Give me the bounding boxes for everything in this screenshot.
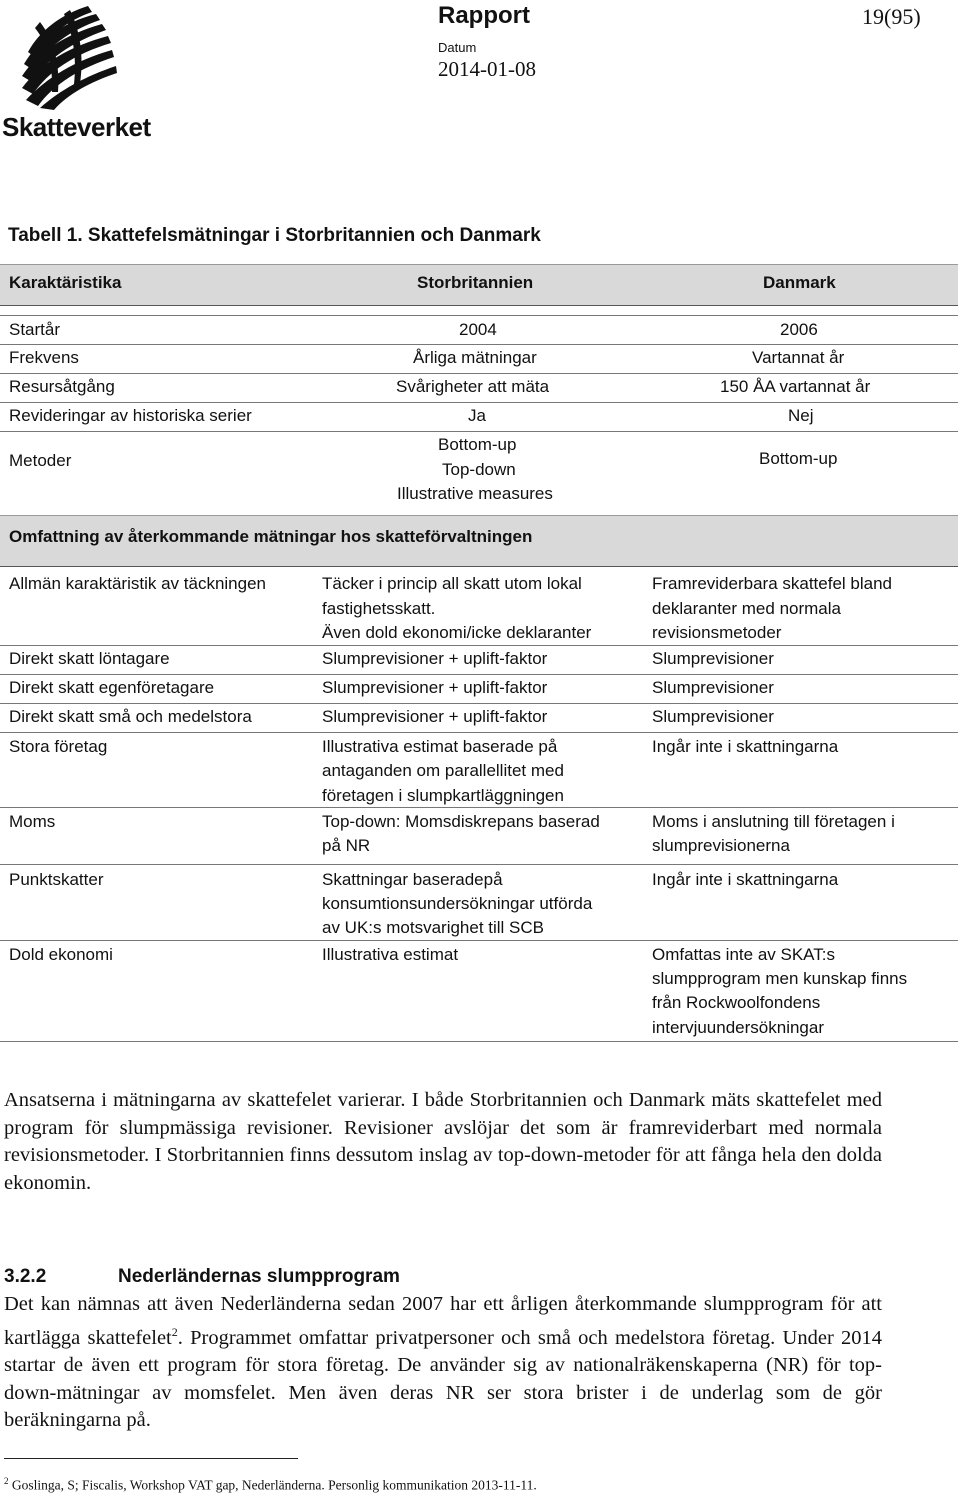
row-divider — [0, 373, 958, 374]
cell-uk-revideringar: Ja — [468, 406, 486, 425]
cell-uk-frekvens: Årliga mätningar — [413, 348, 537, 367]
cell-uk-metoder-line3: Illustrative measures — [397, 484, 553, 503]
cell-uk-dold-ekonomi: Illustrativa estimat — [322, 945, 459, 964]
cell-dk-metoder: Bottom-up — [759, 449, 838, 468]
cell-dk-dold-ekonomi-line3: från Rockwoolfondens — [652, 993, 821, 1012]
cell-dk-dold-ekonomi-line1: Omfattas inte av SKAT:s — [652, 945, 835, 964]
row-divider — [0, 703, 958, 704]
document-type: Rapport — [438, 2, 530, 29]
cell-uk-stora-foretag-line2: antaganden om parallellitet med — [322, 761, 564, 780]
table-bottom-border — [0, 1041, 958, 1042]
cell-dk-stora-foretag: Ingår inte i skattningarna — [652, 737, 839, 756]
cell-dk-dold-ekonomi-line4: intervjuundersökningar — [652, 1018, 824, 1037]
row-label-egenforetagare: Direkt skatt egenföretagare — [9, 678, 215, 697]
cell-dk-egenforetagare: Slumprevisioner — [652, 678, 774, 697]
cell-uk-allman-line2: fastighetsskatt. — [322, 599, 436, 618]
footnote-marker: 2 — [4, 1476, 9, 1486]
cell-dk-lontagare: Slumprevisioner — [652, 649, 774, 668]
cell-dk-resursatgang: 150 ÅA vartannat år — [720, 377, 871, 396]
cell-dk-revideringar: Nej — [788, 406, 814, 425]
table-caption: Tabell 1. Skattefelsmätningar i Storbritannien och Danmark — [8, 225, 541, 246]
cell-uk-metoder-line2: Top-down — [442, 460, 516, 479]
cell-dk-moms-line1: Moms i anslutning till företagen i — [652, 812, 895, 831]
row-divider — [0, 402, 958, 403]
section-number: 3.2.2 — [4, 1266, 47, 1287]
logo-wordmark: Skatteverket — [2, 112, 151, 142]
paragraph-text: Det kan nämnas att även Nederländerna sedan 2007 har ett årligen återkommande slumpprogram för att kartlägga skattefelet — [4, 1293, 882, 1349]
cell-uk-sma-medelstora: Slumprevisioner + uplift-faktor — [322, 707, 548, 726]
cell-dk-allman-line1: Framreviderbara skattefel bland — [652, 574, 893, 593]
cell-uk-resursatgang: Svårigheter att mäta — [396, 377, 550, 396]
row-label-lontagare: Direkt skatt löntagare — [9, 649, 170, 668]
cell-dk-frekvens: Vartannat år — [752, 348, 845, 367]
cell-dk-punktskatter: Ingår inte i skattningarna — [652, 870, 839, 889]
footnote-text: Goslinga, S; Fiscalis, Workshop VAT gap, Nederländerna. Personlig kommunikation 2013-11-11. — [8, 1477, 537, 1493]
cell-dk-allman-line3: revisionsmetoder — [652, 623, 782, 642]
row-divider — [0, 674, 958, 675]
row-label-dold-ekonomi: Dold ekonomi — [9, 945, 113, 964]
row-divider — [0, 732, 958, 733]
row-label-punktskatter: Punktskatter — [9, 870, 104, 889]
footnote-reference[interactable]: 2 — [171, 1324, 178, 1339]
column-header-uk: Storbritannien — [417, 273, 534, 292]
row-label-metoder: Metoder — [9, 451, 72, 470]
cell-uk-metoder-line1: Bottom-up — [438, 435, 517, 454]
cell-uk-allman-line1: Täcker i princip all skatt utom lokal — [322, 574, 582, 593]
row-label-startar: Startår — [9, 320, 61, 339]
row-divider — [0, 344, 958, 345]
cell-dk-startar: 2006 — [780, 320, 818, 339]
cell-dk-allman-line2: deklaranter med normala — [652, 599, 841, 618]
cell-uk-stora-foretag-line1: Illustrativa estimat baserade på — [322, 737, 558, 756]
cell-uk-startar: 2004 — [459, 320, 497, 339]
row-divider — [0, 864, 958, 865]
cell-dk-dold-ekonomi-line2: slumpprogram men kunskap finns — [652, 969, 908, 988]
row-divider — [0, 645, 958, 646]
cell-uk-lontagare: Slumprevisioner + uplift-faktor — [322, 649, 548, 668]
cell-dk-sma-medelstora: Slumprevisioner — [652, 707, 774, 726]
cell-uk-punktskatter-line2: konsumtionsundersökningar utförda — [322, 894, 593, 913]
row-label-allman: Allmän karaktäristik av täckningen — [9, 574, 267, 593]
row-label-moms: Moms — [9, 812, 56, 831]
date-label: Datum — [438, 40, 477, 55]
column-header-denmark: Danmark — [763, 273, 836, 292]
row-label-frekvens: Frekvens — [9, 348, 79, 367]
date-value: 2014-01-08 — [438, 57, 536, 81]
section-title: Nederländernas slumpprogram — [118, 1266, 400, 1287]
page-number: 19(95) — [862, 4, 921, 29]
cell-uk-punktskatter-line3: av UK:s motsvarighet till SCB — [322, 918, 545, 937]
footnote — [4, 1476, 537, 1494]
cell-dk-moms-line2: slumprevisionerna — [652, 836, 790, 855]
row-label-sma-medelstora: Direkt skatt små och medelstora — [9, 707, 252, 726]
cell-uk-moms-line1: Top-down: Momsdiskrepans baserad — [322, 812, 600, 831]
row-divider — [0, 940, 958, 941]
cell-uk-allman-line3: Även dold ekonomi/icke deklaranter — [322, 623, 592, 642]
cell-uk-moms-line2: på NR — [322, 836, 371, 855]
cell-uk-stora-foretag-line3: företagen i slumpkartläggningen — [322, 786, 564, 805]
section-header-title: Omfattning av återkommande mätningar hos skatteförvaltningen — [9, 527, 533, 546]
column-header-characteristics: Karaktäristika — [9, 273, 122, 292]
cell-uk-punktskatter-line1: Skattningar baseradepå — [322, 870, 503, 889]
paragraph-text: . Programmet omfattar privatpersoner och små och medelstora företag. Under 2014 startar de även ett program för stora företag. De använder sig av nationalräkenskaperna (NR) för top-down-mätningar av momsfelet. Men även deras NR ser stora brister i de underlag som de gör beräkningarna på. — [4, 1326, 883, 1432]
row-label-resursatgang: Resursåtgång — [9, 377, 115, 396]
row-label-revideringar: Revideringar av historiska serier — [9, 406, 252, 425]
cell-uk-egenforetagare: Slumprevisioner + uplift-faktor — [322, 678, 548, 697]
body-paragraph-2 — [4, 1291, 882, 1435]
body-paragraph-1: Ansatserna i mätningarna av skattefelet varierar. I både Storbritannien och Danmark mäts skattefelet med program för slumpmässiga revisioner. Revisioner avslöjar det som är framreviderbart med normala revisionsmetoder. I Storbritannien finns dessutom inslag av top-down-metoder för att fånga hela den dolda ekonomin. — [4, 1089, 882, 1194]
row-divider — [0, 315, 958, 316]
footnote-separator — [4, 1458, 298, 1459]
row-label-stora-foretag: Stora företag — [9, 737, 108, 756]
row-divider — [0, 807, 958, 808]
row-divider — [0, 431, 958, 432]
